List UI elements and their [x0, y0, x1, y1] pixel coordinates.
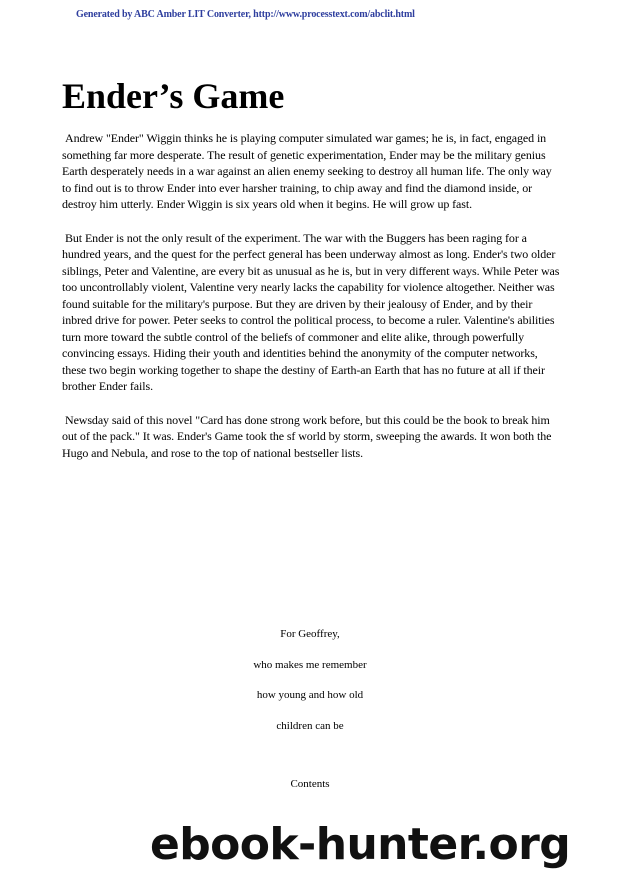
book-title: Ender’s Game — [62, 76, 285, 116]
description-text — [62, 130, 562, 478]
dedication-line-4: children can be — [276, 719, 344, 732]
contents-heading[interactable]: Contents — [290, 778, 330, 790]
watermark-text: ebook-hunter.org — [150, 819, 571, 870]
dedication-line-1: For Geoffrey, — [280, 628, 340, 640]
paragraph-3: Newsday said of this novel "Card has done strong work before, but this could be the book to break him out of the pack." It was. Ender's Game took the sf world by storm, sweeping the awards. It won both the Hugo and Nebula, and rose to the top of national bestseller lists. — [62, 412, 552, 460]
dedication-line-3: how young and how old — [256, 689, 364, 701]
generator-link[interactable]: Generated by ABC Amber LIT Converter, http://www.processtext.com/abclit.html — [76, 9, 415, 20]
dedication — [0, 627, 620, 749]
paragraph-1: Andrew "Ender" Wiggin thinks he is playing computer simulated war games; he is, in fact, engaged in something far more desperate. The result of genetic experimentation, Ender may be the military genius Earth desperately needs in a war against an alien enemy seeking to destroy all human life. The only way to find out is to throw Ender into ever harsher training, to chip away and find the diamond inside, or destroy him utterly. Ender Wiggin is six years old when it begins. He will grow up fast. — [62, 131, 552, 211]
paragraph-2: But Ender is not the only result of the experiment. The war with the Buggers has been raging for a hundred years, and the quest for the perfect general has been underway almost as long. Ender's two older siblings, Peter and Valentine, are every bit as unusual as he is, but in very different ways. While Peter was too uncontrollably violent, Valentine very nearly lacks the capability for violence altogether. Neither was found suitable for the military's purpose. But they are driven by their jealousy of Ender, and by their inbred drive for power. Peter seeks to control the political process, to become a ruler. Valentine's abilities turn more toward the subtle control of the beliefs of commoner and elite alike, through powerfully convincing essays. Hiding their youth and identities behind the anonymity of the computer networks, these two begin working together to shape the destiny of Earth-an Earth that has no future at all if their brother Ender fails. — [62, 230, 560, 393]
dedication-line-2: who makes me remember — [253, 658, 367, 671]
